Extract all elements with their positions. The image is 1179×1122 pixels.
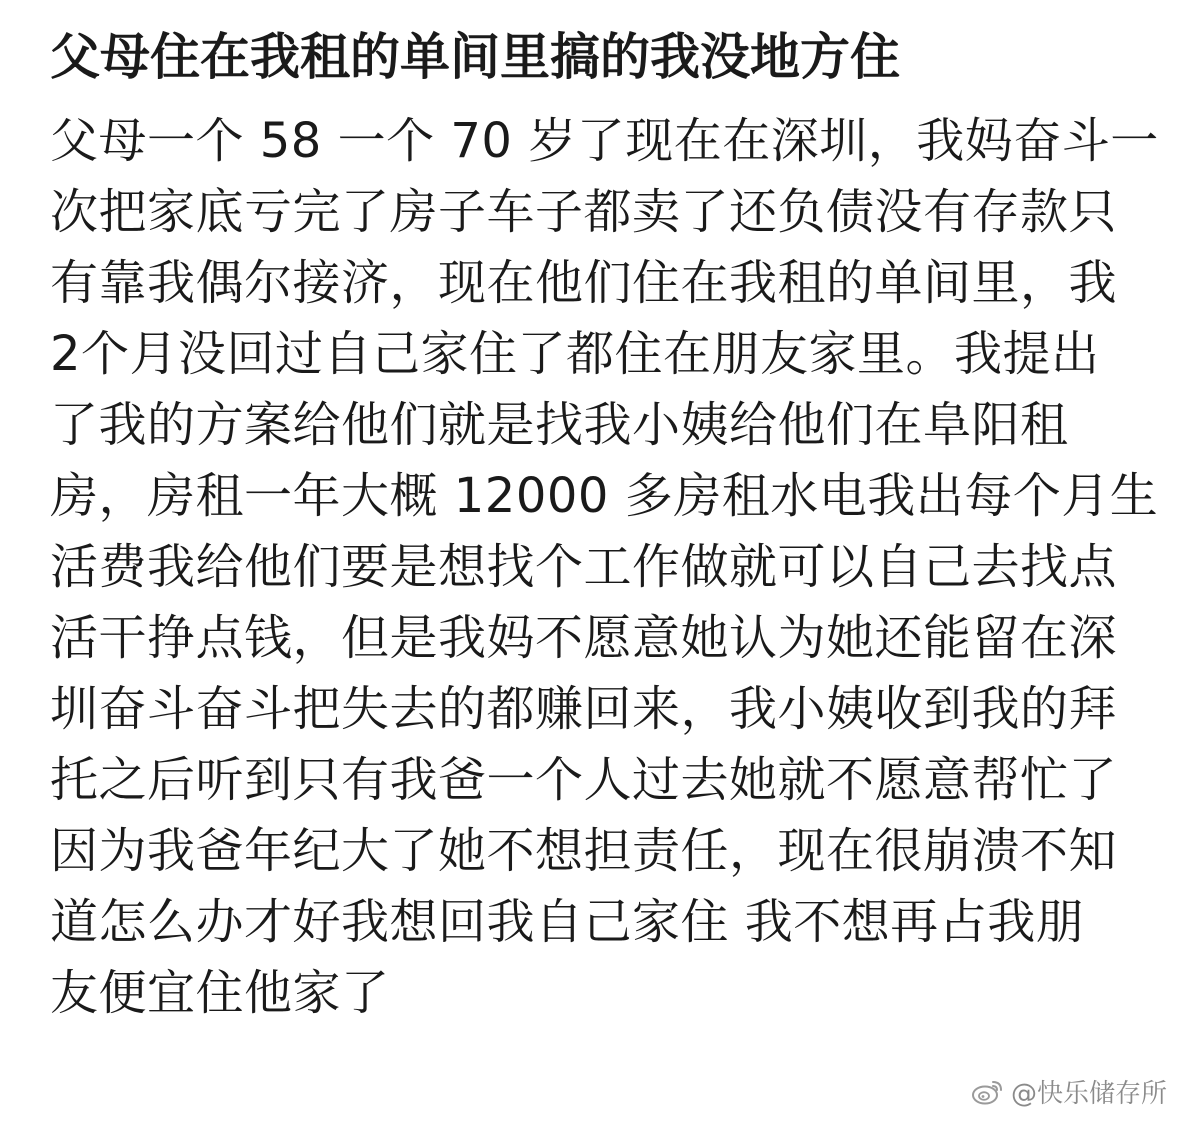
weibo-icon xyxy=(971,1078,1005,1106)
post-body-line: 了我的方案给他们就是找我小姨给他们在阜阳租 xyxy=(50,397,1069,453)
watermark-text: @快乐储存所 xyxy=(1010,1079,1167,1109)
post-body-line: 道怎么办才好我想回我自己家住 我不想再占我朋 xyxy=(50,894,1085,950)
post-body-line: 因为我爸年纪大了她不想担责任，现在很崩溃不知 xyxy=(50,823,1118,879)
watermark xyxy=(971,1073,1167,1110)
post-title: 父母住在我租的单间里搞的我没地方住 xyxy=(50,28,900,86)
post-body-line: 有靠我偶尔接济，现在他们住在我租的单间里，我 xyxy=(50,255,1118,311)
post-body-line: 次把家底亏完了房子车子都卖了还负债没有存款只 xyxy=(50,184,1118,240)
post-body-line: 活费我给他们要是想找个工作做就可以自己去找点 xyxy=(50,539,1118,595)
post-body-line: 圳奋斗奋斗把失去的都赚回来，我小姨收到我的拜 xyxy=(50,681,1118,737)
post-content xyxy=(50,22,1159,1029)
post-body-line: 2个月没回过自己家住了都住在朋友家里。我提出 xyxy=(50,326,1100,382)
post-body-line: 托之后听到只有我爸一个人过去她就不愿意帮忙了 xyxy=(50,752,1118,808)
post-body xyxy=(50,106,1159,1029)
post-body-line: 父母一个 58 一个 70 岁了现在在深圳，我妈奋斗一 xyxy=(50,113,1159,169)
post-body-line: 房，房租一年大概 12000 多房租水电我出每个月生 xyxy=(50,468,1159,524)
post-body-line: 活干挣点钱，但是我妈不愿意她认为她还能留在深 xyxy=(50,610,1118,666)
post-body-line: 友便宜住他家了 xyxy=(50,965,390,1021)
